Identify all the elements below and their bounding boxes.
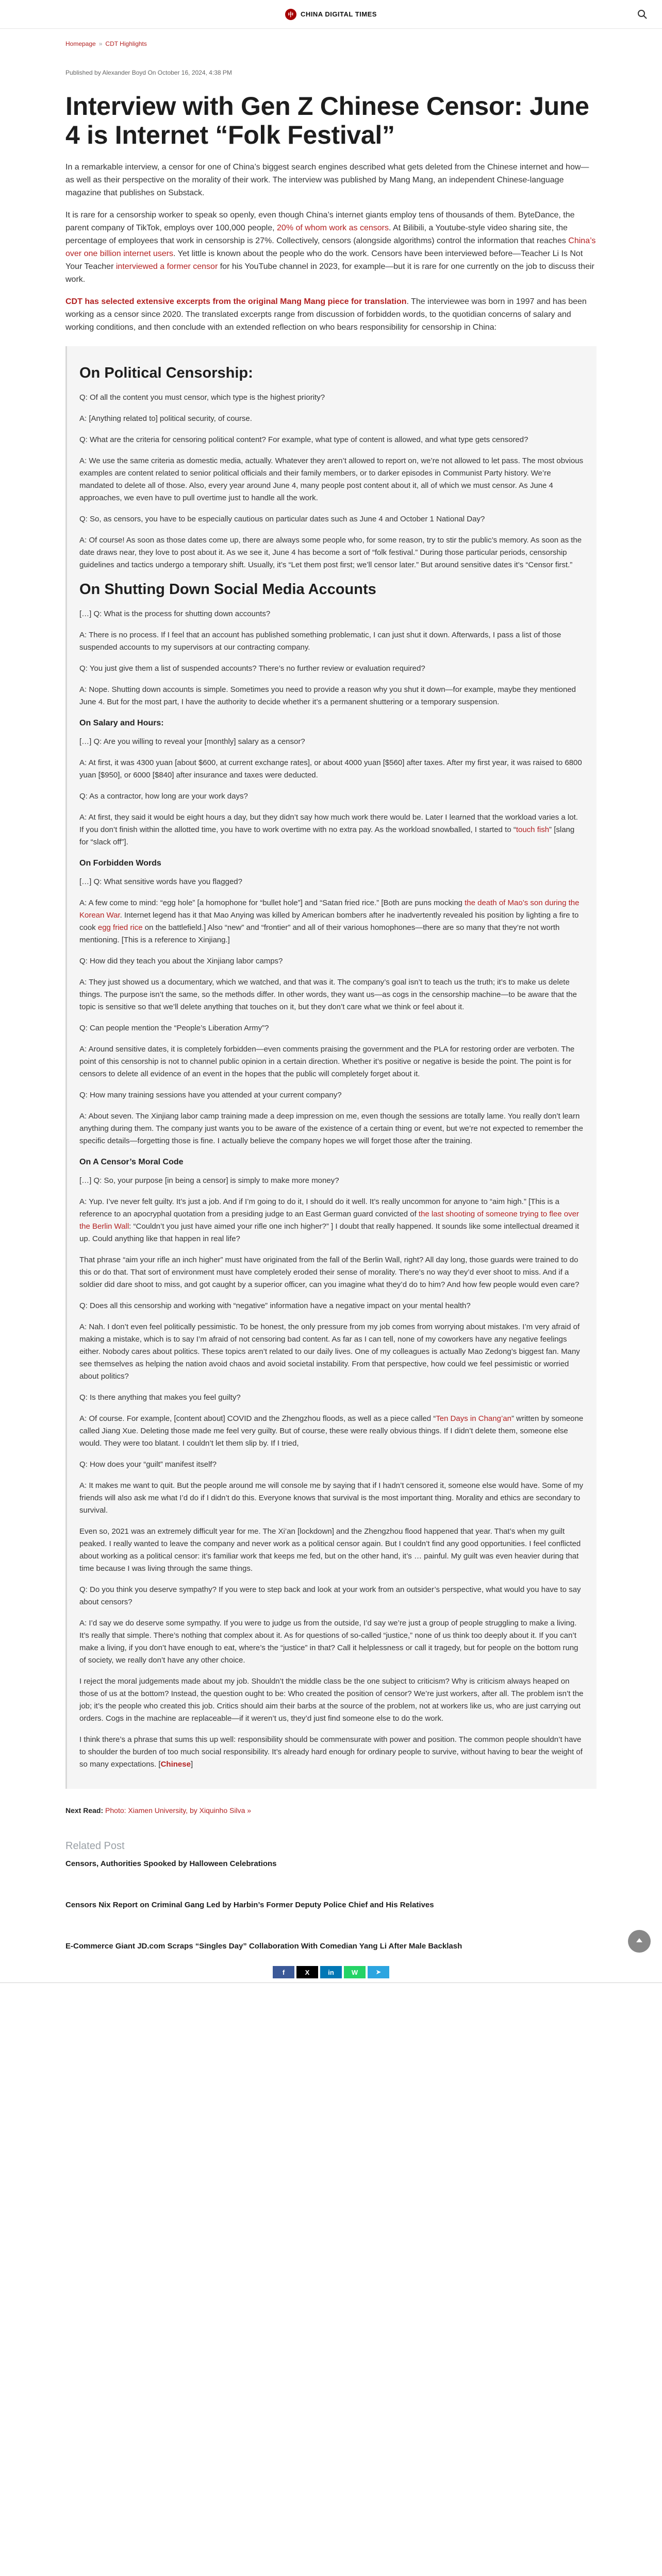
section-heading-salary: On Salary and Hours: xyxy=(79,719,164,727)
question: Q: As a contractor, how long are your work days? xyxy=(79,792,248,801)
section-heading-shutdown: On Shutting Down Social Media Accounts xyxy=(79,581,376,598)
answer: A: Of course! As soon as those dates come up, there are always some people who, for some reason, try to stir the public’s memory. As soon as the date draws near, they love to post about it. As we see it, June 4 has become a sort of “folk festival.” During those particular periods, censorship guidelines and tactics undergo a temporary shift. Usually, it’s “Let them post first; we’ll censor later.” But around sensitive dates it’s “Censor first.” xyxy=(79,536,582,569)
intro-paragraph-1: In a remarkable interview, a censor for one of China’s biggest search engines described what gets deleted from the Chinese internet and how—as well as their perspective on the morality of their work. The interview was published by Mang Mang, an independent Chinese-language magazine that publishes on Substack. xyxy=(65,163,589,197)
whatsapp-share-button[interactable]: W xyxy=(344,1966,366,1978)
intro-paragraph-3 xyxy=(65,295,597,334)
mang-mang-link[interactable] xyxy=(65,297,407,306)
question: Q: Can people mention the “People’s Liberation Army”? xyxy=(79,1024,269,1032)
logo-mark-icon: 中 xyxy=(285,9,296,20)
answer-continued: Even so, 2021 was an extremely difficult year for me. The Xi’an [lockdown] and the Zhengzhou flood happened that year. That’s when my guilt peaked. I really wanted to leave the company and never work as a political censor again. But I couldn’t find any good opportunities. I feel conflicted about working as a political censor: it’s familiar work that keeps me fed, but on the other hand, it’s … painful. My guilt was even heavier during that time because I was living through the same things. xyxy=(79,1527,581,1573)
answer: A: [Anything related to] political security, of course. xyxy=(79,414,252,423)
text-span: It is rare for a censorship worker to speak so openly, even though China’s internet giants employ tens of thousands of them. ByteDance, the parent company of TikTok, employs over 100,000 people, xyxy=(65,211,575,232)
mang-mang-link-text: CDT has selected extensive excerpts from the original Mang Mang piece for translation xyxy=(65,297,407,306)
related-post-item[interactable]: Censors, Authorities Spooked by Halloween Celebrations xyxy=(65,1859,277,1868)
page-title: Interview with Gen Z Chinese Censor: June 4 is Internet “Folk Festival” xyxy=(65,92,589,149)
facebook-share-button[interactable]: f xyxy=(273,1966,294,1978)
text-span: : “Couldn’t you just have aimed your rifle one inch higher?” ] I doubt that really happened. It sounds like some intellectual dreamed it up. Could anything like that happen in real life? xyxy=(79,1222,580,1243)
text-span: on the battlefield.] Also “new” and “frontier” and all of their various homophones—there are so many that they’re not worth mentioning. [This is a reference to Xinjiang.] xyxy=(79,923,560,944)
related-post-item[interactable]: E-Commerce Giant JD.com Scraps “Singles Day” Collaboration With Comedian Yang Li After Male Backlash xyxy=(65,1942,462,1951)
text-span: I think there’s a phrase that sums this up well: responsibility should be commensurate with power and position. The common people shouldn’t have to shoulder the burden of too much social responsibility. It’s already hard enough for ordinary people to survive, without having to bear the weight of so many expectations. [ xyxy=(79,1735,583,1769)
answer: A: About seven. The Xinjiang labor camp training made a deep impression on me, even though the sessions are totally lame. You really don’t learn anything during them. The company just wants you to be aware of the existence of a certain thing or event, but we’re not expected to remember the specific details—forgetting those is fine. I actually believe the company hopes we will forget those after the training. xyxy=(79,1112,583,1145)
site-name: CHINA DIGITAL TIMES xyxy=(301,10,377,18)
touch-fish-link[interactable]: touch fish xyxy=(516,825,550,834)
berlin-wall-link[interactable]: the last shooting of someone trying to flee over the Berlin Wall xyxy=(79,1210,579,1231)
section-heading-moral: On A Censor’s Moral Code xyxy=(79,1158,184,1166)
text-span: A: At first, they said it would be eight hours a day, but they didn’t say how much work there would be. Later I learned that the workload varies a lot. If you don’t finish within the allotted time, you have to work overtime with no extra pay. As the workload snowballed, I started to “ xyxy=(79,813,578,834)
text-span: A: A few come to mind: “egg hole” [a homophone for “bullet hole”] and “Satan fried rice.” [Both are puns mocking xyxy=(79,899,465,907)
text-span: for his YouTube channel in 2023, for example—but it is rare for one currently on the job to discuss their work. xyxy=(65,262,594,284)
question: Q: You just give them a list of suspended accounts? There’s no further review or evaluation required? xyxy=(79,664,425,673)
internet-users-link[interactable]: China’s over one billion internet users xyxy=(65,236,596,258)
chinese-source-link-text: Chinese xyxy=(160,1760,191,1769)
question: […] Q: Are you willing to reveal your [monthly] salary as a censor? xyxy=(79,737,305,746)
scroll-to-top-button[interactable] xyxy=(628,1930,651,1953)
censors-percentage-link[interactable]: 20% of whom work as censors xyxy=(277,224,389,232)
text-span: . Internet legend has it that Mao Anying was killed by American bombers after he inadvertently revealed his position by lighting a fire to cook xyxy=(79,911,579,932)
answer: A: It makes me want to quit. But the people around me will console me by saying that if I hadn’t censored it, someone else would have. Some of my friends will also ask me what I’d do if I didn’t do this. Everyone knows that survival is the most important thing. Morality and ethics are secondary to survival. xyxy=(79,1481,584,1515)
x-share-button[interactable]: X xyxy=(296,1966,318,1978)
breadcrumb-section[interactable]: CDT Highlights xyxy=(105,40,147,47)
telegram-share-button[interactable]: ➤ xyxy=(368,1966,389,1978)
answer: A: I’d say we do deserve some sympathy. If you were to judge us from the outside, I’d say we’re just a group of people struggling to make a living. It’s really that simple. There’s nothing that complex about it. As for questions of so-called “justice,” none of us think too deeply about it. If you can’t make a living, if you don’t have enough to eat, where’s the “justice” in that? Call it helplessness or call it tragedy, but for people on the bottom rung of society, we really don’t have any other choice. xyxy=(79,1619,578,1665)
answer: A: Around sensitive dates, it is completely forbidden—even comments praising the government and the PLA for restoring order are verboten. The point of this censorship is not to channel public opinion in a certain direction. Whether it’s positive or negative is beside the point. The point is for censors to delete all evidence of an event in the hopes that the public will completely forget about it. xyxy=(79,1045,575,1078)
section-heading-forbidden: On Forbidden Words xyxy=(79,859,161,868)
site-header xyxy=(0,0,662,29)
related-posts xyxy=(65,1840,597,1952)
text-span: ” written by someone called Jiang Xue. Deleting those made me feel very guilty. But of course, these were really obvious things. If I didn’t delete them, someone else would. They were too blatant. I couldn’t let them slip by. If I tried, xyxy=(79,1414,584,1448)
answer: A: We use the same criteria as domestic media, actually. Whatever they aren’t allowed to report on, we’re not allowed to let pass. The most obvious examples are content related to senior political officials and their family members, or to darker episodes in Communist Party history. We’re mandated to delete all of those. Also, every year around June 4, many people post content about it, all of which we must censor. As June 4 approaches, we even have to pull overtime just to handle all the work. xyxy=(79,456,584,502)
breadcrumb-separator: » xyxy=(98,40,103,47)
question: Q: So, as censors, you have to be especially cautious on particular dates such as June 4 and October 1 National Day? xyxy=(79,515,485,523)
answer: A: Nah. I don’t even feel politically pessimistic. To be honest, the only pressure from my job comes from worrying about mistakes. I’m very afraid of making a mistake, which is to say I’m afraid of not censoring bad content. As far as I can tell, none of my coworkers have any negative feelings either. Nobody cares about politics. These topics aren’t related to our daily lives. One of my colleagues is actually Mao Zedong’s biggest fan. Many see themselves as helping the nation avoid chaos and avoid societal instability. From that perspective, how could we feel pessimistic or worried about politics? xyxy=(79,1323,580,1381)
mao-son-link[interactable]: the death of Mao’s son during the Korean War xyxy=(79,899,580,920)
question: Q: What are the criteria for censoring political content? For example, what type of content is allowed, and what type gets censored? xyxy=(79,435,528,444)
answer-continued: That phrase “aim your rifle an inch higher” must have originated from the fall of the Berlin Wall, right? All day long, those guards were trained to do this or do that. That sort of environment must have completely eroded their sense of morality. There’s no way they’d ever shoot to miss. And if a soldier did dare shoot to miss, and got caught by a superior officer, can you imagine what they’d do to him? And how few people would even care? xyxy=(79,1256,580,1289)
question: […] Q: So, your purpose [in being a censor] is simply to make more money? xyxy=(79,1176,339,1185)
site-logo[interactable] xyxy=(285,9,377,20)
question: […] Q: What sensitive words have you flagged? xyxy=(79,877,242,886)
next-read xyxy=(65,1806,597,1815)
answer: A: At first, it was 4300 yuan [about $600, at current exchange rates], or about 4000 yuan [$560] after taxes. After my first year, it was raised to 6800 yuan [$950], or 6000 [$840] after insurance and taxes were deducted. xyxy=(79,758,582,779)
answer xyxy=(79,1413,584,1450)
interview-excerpt xyxy=(65,346,597,1789)
related-posts-title: Related Post xyxy=(65,1840,125,1852)
former-censor-link[interactable]: interviewed a former censor xyxy=(115,262,218,271)
next-read-link[interactable]: Photo: Xiamen University, by Xiquinho Silva » xyxy=(105,1806,252,1815)
linkedin-share-button[interactable]: in xyxy=(320,1966,342,1978)
answer: A: They just showed us a documentary, which we watched, and that was it. The company’s goal isn’t to teach us the truth; it’s to make us delete things. The purpose isn’t the same, so the methods differ. In other words, they want us—as cogs in the censorship machine—to be aware that the topic is sensitive so that we’ll delete anything that touches on it, but they don’t care what we think or feel about it. xyxy=(79,978,577,1011)
question: Q: Do you think you deserve sympathy? If you were to step back and look at your work from an outsider’s perspective, what would you have to say about censors? xyxy=(79,1585,581,1606)
article xyxy=(65,29,597,1952)
question: Q: Of all the content you must censor, which type is the highest priority? xyxy=(79,393,325,402)
breadcrumb xyxy=(65,40,597,47)
text-span: . The interviewee was born in 1997 and has been working as a censor since 2020. The translated excerpts range from discussion of forbidden words, to the quotidian concerns of salary and working conditions, and then conclude with an extended reflection on who bears responsibility for censorship in China: xyxy=(65,297,587,332)
related-post-item[interactable]: Censors Nix Report on Criminal Gang Led by Harbin’s Former Deputy Police Chief and His Relatives xyxy=(65,1901,434,1909)
answer xyxy=(79,1196,584,1245)
question: Q: How does your “guilt” manifest itself? xyxy=(79,1460,217,1469)
text-span: ” [slang for “slack off”]. xyxy=(79,825,575,846)
question: Q: How did they teach you about the Xinjiang labor camps? xyxy=(79,957,283,965)
ten-days-link[interactable]: Ten Days in Chang’an xyxy=(436,1414,511,1423)
answer xyxy=(79,897,584,946)
text-span: . At Bilibili, a Youtube-style video sharing site, the percentage of employees that work in censorship is 27%. Collectively, censors (alongside algorithms) control the information that reaches xyxy=(65,224,569,245)
text-span: A: Of course. For example, [content about] COVID and the Zhengzhou floods, as well as a piece called “ xyxy=(79,1414,436,1423)
text-span: A: Yup. I’ve never felt guilty. It’s just a job. And if I’m going to do it, I should do it well. It’s really uncommon for anyone to “aim high.” [This is a reference to an apocryphal quotation from a presiding judge to an East German guard convicted of xyxy=(79,1197,560,1218)
answer-continued xyxy=(79,1734,584,1771)
text-span: . Yet little is known about the people who do the work. Censors have been interviewed before—Teacher Li Is Not Your Teacher xyxy=(65,249,583,271)
breadcrumb-home[interactable]: Homepage xyxy=(65,40,96,47)
article-byline: Published by Alexander Boyd On October 16, 2024, 4:38 PM xyxy=(65,69,232,76)
question: Q: How many training sessions have you attended at your current company? xyxy=(79,1091,342,1099)
question: Q: Is there anything that makes you feel guilty? xyxy=(79,1393,241,1402)
answer: A: Nope. Shutting down accounts is simple. Sometimes you need to provide a reason why you shut it down—for example, maybe they mentioned June 4. But for the most part, I have the authority to decide whether it’s a permanent shuttering or a temporary suspension. xyxy=(79,685,576,706)
egg-fried-rice-link[interactable]: egg fried rice xyxy=(97,923,143,932)
intro-paragraph-2 xyxy=(65,209,597,286)
share-divider xyxy=(0,1982,662,1983)
answer-continued: I reject the moral judgements made about my job. Shouldn’t the middle class be the one subject to criticism? Why is criticism always heaped on those of us at the bottom? Instead, the question ought to be: Who created the position of censor? We’re just workers, after all. The problem isn’t the job; it’s the people who created this job. Critics should aim their barbs at the source of the problem, not at workers like us, who are just carrying out orders. Cogs in the machine are replaceable—if it weren’t us, they’d just find someone else to do the work. xyxy=(79,1677,584,1723)
section-heading-political: On Political Censorship: xyxy=(79,365,253,381)
answer xyxy=(79,811,584,849)
question: […] Q: What is the process for shutting down accounts? xyxy=(79,609,271,618)
search-icon[interactable] xyxy=(637,9,648,20)
chinese-source-link[interactable] xyxy=(161,1760,191,1769)
question: Q: Does all this censorship and working with “negative” information have a negative impact on your mental health? xyxy=(79,1301,471,1310)
arrow-up-icon xyxy=(635,1937,644,1946)
next-read-label: Next Read: xyxy=(65,1806,104,1815)
text-span: ] xyxy=(190,1760,193,1769)
share-bar xyxy=(0,1962,662,1982)
answer: A: There is no process. If I feel that an account has published something problematic, I can just shut it down. Afterwards, I pass a list of those suspended accounts to my supervisors at our contracting company. xyxy=(79,631,561,652)
